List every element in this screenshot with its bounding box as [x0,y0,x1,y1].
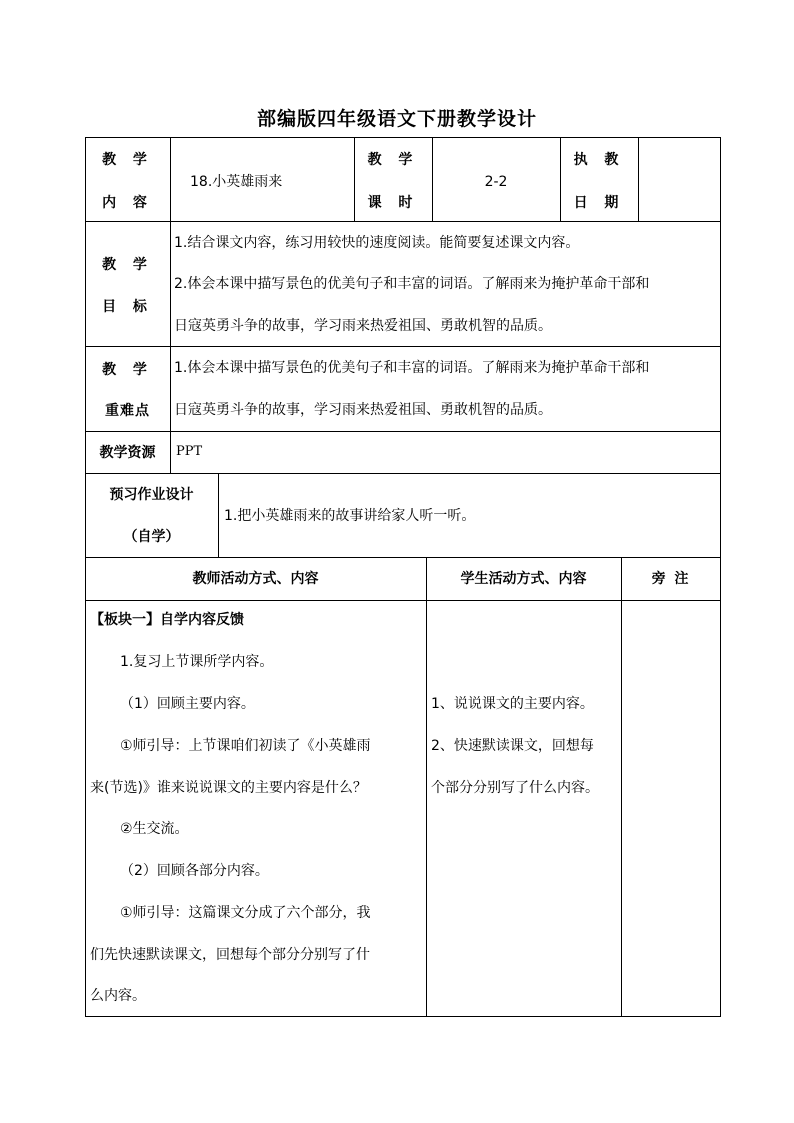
date-label-top: 执 教 [573,152,625,168]
teacher-line: ②生交流。 [120,821,189,837]
keypoints-label-top: 教 学 [102,362,153,378]
preview-label-top: 预习作业设计 [109,487,194,503]
student-line: 2、快速默读课文，回想每 [431,738,594,754]
teacher-line: （1）回顾主要内容。 [120,696,255,712]
student-line: 1、说说课文的主要内容。 [431,696,594,712]
teacher-line: ①师引导：这篇课文分成了六个部分，我 [120,905,371,921]
goal-line: 日寇英勇斗争的故事，学习雨来热爱祖国、勇敢机智的品质。 [174,318,552,334]
hours-label-bottom: 课 时 [367,195,419,211]
goal-line: 1.结合课文内容，练习用较快的速度阅读。能简要复述课文内容。 [174,235,580,251]
goals-label-top: 教 学 [102,257,153,273]
hours-label-top: 教 学 [367,152,419,168]
resources-value: PPT [176,444,203,459]
date-label-bottom: 日 期 [573,195,625,211]
section-heading: 【板块一】自学内容反馈 [90,612,244,628]
teacher-line: （2）回顾各部分内容。 [120,863,269,879]
teacher-column-header: 教师活动方式、内容 [192,571,319,587]
keypoints-label-bottom: 重难点 [105,403,150,419]
preview-label-bottom: （自学） [123,529,180,545]
goals-label-bottom: 目 标 [102,299,153,315]
content-label-bottom: 内 容 [102,195,153,211]
student-line: 个部分分别写了什么内容。 [431,780,599,796]
teacher-line: 们先快速默读课文，回想每个部分分别写了什 [90,947,370,963]
resources-label: 教学资源 [99,445,156,461]
hours-value: 2-2 [484,174,508,190]
teacher-line: ①师引导：上节课咱们初读了《小英雄雨 [120,738,371,754]
keypoint-line: 1.体会本课中描写景色的优美句子和丰富的词语。了解雨来为掩护革命干部和 [174,360,650,376]
page-title: 部编版四年级语文下册教学设计 [256,108,537,130]
notes-column-header: 旁 注 [651,571,691,587]
teacher-line: 来(节选)》谁来说说课文的主要内容是什么？ [90,780,367,796]
teacher-line: 1.复习上节课所学内容。 [120,654,274,670]
student-column-header: 学生活动方式、内容 [460,571,587,587]
preview-value: 1.把小英雄雨来的故事讲给家人听一听。 [224,508,476,524]
lesson-title: 18.小英雄雨来 [190,174,283,190]
goal-line: 2.体会本课中描写景色的优美句子和丰富的词语。了解雨来为掩护革命干部和 [174,276,650,292]
content-label-top: 教 学 [102,152,153,168]
keypoint-line: 日寇英勇斗争的故事，学习雨来热爱祖国、勇敢机智的品质。 [174,402,552,418]
teacher-line: 么内容。 [90,988,146,1004]
